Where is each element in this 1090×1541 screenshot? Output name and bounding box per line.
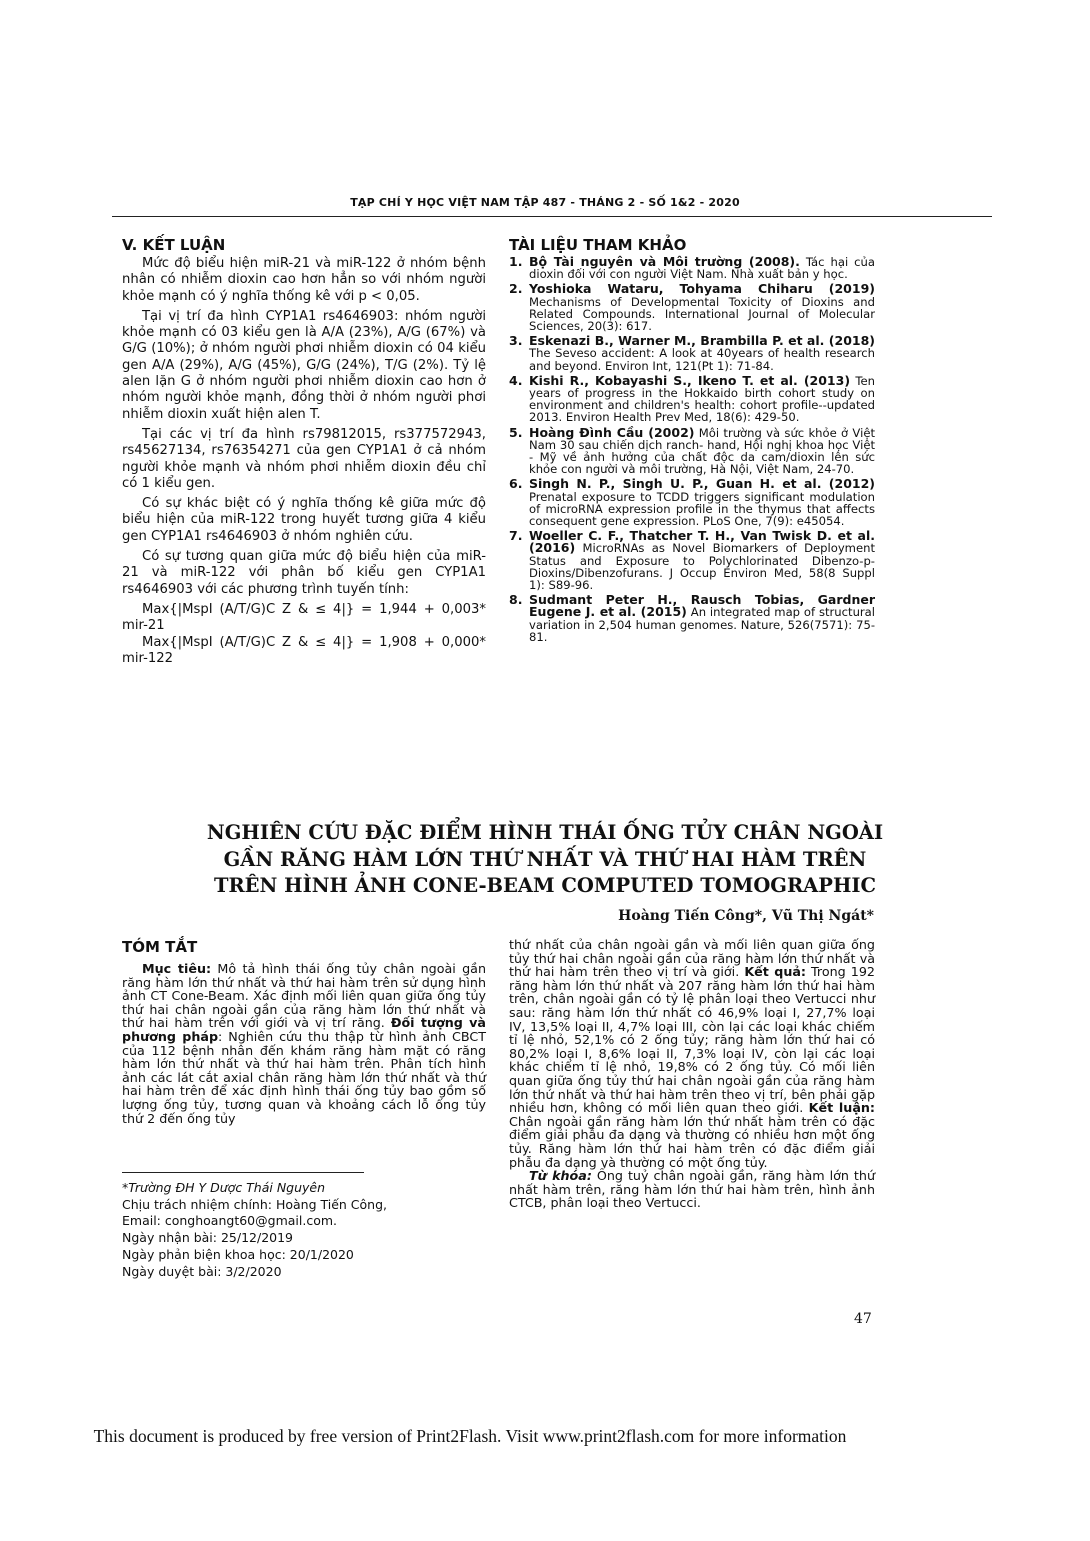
reference-authors: Hoàng Đình Cầu (2002) <box>529 424 695 440</box>
conclusion-heading: V. KẾT LUẬN <box>122 236 226 254</box>
reference-text: Mechanisms of Developmental Toxicity of Dioxins and Related Compounds. International Journal of Molecular Sciences, 20(3): 617. <box>529 294 875 334</box>
references-heading: TÀI LIỆU THAM KHẢO <box>509 236 687 254</box>
reference-number: 1. <box>509 254 523 269</box>
conclusion-paragraph: Có sự khác biệt có ý nghĩa thống kê giữa mức độ biểu hiện của miR-122 trong huyết tương giữa 4 kiểu gen CYP1A1 rs4646903 ở nhóm nghiên cứu. <box>122 496 486 544</box>
journal-header: TẠP CHÍ Y HỌC VIỆT NAM TẬP 487 - THÁNG 2 - SỐ 1&2 - 2020 <box>350 196 740 209</box>
reference-text: Prenatal exposure to TCDD triggers significant modulation of microRNA expression profile in the thymus that affects consequent gene expression. PLoS One, 7(9): e45054. <box>529 489 875 529</box>
objective-text: Mô tả hình thái ống tủy chân ngoài gần răng hàm lớn thứ nhất và thứ hai hàm trên sử dụng hình ảnh CT Cone-Beam. Xác định mối liên quan giữa ống tủy thứ hai chân ngoài gần của răng hàm lớn thứ nhất và thứ hai hàm trên với giới và vị trí răng. <box>122 961 486 1031</box>
abstract-conclusion-label: Kết luận: <box>808 1100 875 1116</box>
results-text: Trong 192 răng hàm lớn thứ nhất và 207 răng hàm lớn thứ hai hàm trên, chân ngoài gần có tỷ lệ phân loại theo Vertucci như sau: răng hàm lớn thứ nhất có 46,9% loại I, 27,7% loại IV, 13,5% loại II, 4,7% loại III, còn lại các loại khác chiếm tỉ lệ nhỏ, 52,1% có 2 ống tủy; răng hàm lớn thứ hai có 80,2% loại I, 8,6% loại II, 7,3% loại IV, còn lại các loại khác chiếm tỉ lệ nhỏ, 19,8% có 2 ống tủy. Có mối liên quan giữa ống tủy thứ hai chân ngoài gần của răng hàm lớn thứ nhất và thứ hai hàm trên theo vị trí, bên phải gặp nhiều hơn, không có mối liên quan theo giới. <box>509 964 875 1116</box>
equation-mir122: Max{|MspI (A/T/G)C Z & ≤ 4|} = 1,908 + 0,000* mir-122 <box>122 634 486 666</box>
conclusion-paragraph: Mức độ biểu hiện miR-21 và miR-122 ở nhóm bệnh nhân có nhiễm dioxin cao hơn hẳn so với nhóm người khỏe mạnh có ý nghĩa thống kê với p < 0,05. <box>122 256 486 304</box>
methods-text: : Nghiên cứu thu thập từ hình ảnh CBCT của 112 bệnh nhân đến khám răng hàm mặt có răng hàm lớn thứ nhất và thứ hai hàm trên. Phân tích hình ảnh các lát cắt axial chân răng hàm lớn thứ nhất và thứ hai hàm trên để xác định hình thái ống tủy bao gồm số lượng ống tủy, tương quan và khoảng cách lỗ ống tủy thứ 2 đến ống tủy <box>122 1028 486 1126</box>
reference-text: The Seveso accident: A look at 40years of health research and beyond. Environ Int, 121(Pt 1): 71-84. <box>529 346 875 373</box>
reference-number: 6. <box>509 476 523 492</box>
reference-text: Tác hại của dioxin đối với con người Việt Nam. Nhà xuất bản y học. <box>529 255 875 282</box>
conclusion-section <box>122 236 486 667</box>
article-title <box>0 820 1090 900</box>
abstract-conclusion-text: Chân ngoài gần răng hàm lớn thứ nhất hàm trên có đặc điểm giải phẫu đa dạng và thường có nhiều hơn một ống tủy. Răng hàm lớn thứ hai hàm trên có đặc điểm giải phẫu đa dạng và thường có một ống tủy. <box>509 1113 875 1170</box>
reference-item <box>509 335 875 372</box>
page-number: 47 <box>854 1311 872 1327</box>
header-divider <box>112 216 992 217</box>
approval-date: Ngày duyệt bài: 3/2/2020 <box>122 1263 282 1279</box>
review-date: Ngày phản biện khoa học: 20/1/2020 <box>122 1246 354 1262</box>
reference-text: MicroRNAs as Novel Biomarkers of Deployment Status and Exposure to Polychlorinated Dibenzo-p-Dioxins/Dibenzofurans. J Occup Environ Med, 58(8 Suppl 1): S89-96. <box>529 541 875 593</box>
article-title-line: NGHIÊN CỨU ĐẶC ĐIỂM HÌNH THÁI ỐNG TỦY CHÂN NGOÀI <box>206 821 884 844</box>
abstract-left-column <box>122 938 486 1125</box>
abstract-paragraph <box>509 938 875 1169</box>
reference-authors: Eskenazi B., Warner M., Brambilla P. et al. (2018) <box>529 333 875 349</box>
methods-label: Đối tượng và phương pháp <box>122 1015 486 1044</box>
reference-number: 4. <box>509 372 523 388</box>
methods-continued-text: thứ nhất của chân ngoài gần và mối liên quan giữa ống tủy thứ hai chân ngoài gần của răng hàm lớn thứ nhất và thứ hai hàm trên theo vị trí và giới. <box>509 937 875 980</box>
reference-authors: Bộ Tài nguyên và Môi trường (2008). <box>529 254 800 269</box>
abstract-paragraph <box>122 962 486 1125</box>
affiliation: *Trường ĐH Y Dược Thái Nguyên <box>122 1180 326 1195</box>
conclusion-paragraph: Có sự tương quan giữa mức độ biểu hiện của miR-21 và miR-122 với phân bố kiểu gen CYP1A1 rs4646903 với các phương trình tuyến tính: <box>122 549 486 597</box>
reference-item <box>509 424 876 477</box>
conclusion-paragraph: Tại các vị trí đa hình rs79812015, rs377572943, rs45627134, rs76354271 của gen CYP1A1 ở cả nhóm người khỏe mạnh và nhóm phơi nhiễm dioxin đều chỉ có 1 kiểu gen. <box>122 426 486 491</box>
reference-authors: Yoshioka Wataru, Tohyama Chiharu (2019) <box>529 281 875 297</box>
received-date: Ngày nhận bài: 25/12/2019 <box>122 1230 294 1246</box>
abstract-heading: TÓM TẮT <box>122 938 198 956</box>
footnote-divider <box>122 1172 364 1173</box>
article-title-line: GẦN RĂNG HÀM LỚN THỨ NHẤT VÀ THỨ HAI HÀM TRÊN <box>223 847 867 871</box>
keywords-text: Ống tuỷ chân ngoài gần, răng hàm lớn thứ nhất hàm trên, răng hàm lớn thứ hai hàm trên, hình ảnh CTCB, phân loại theo Vertucci. <box>509 1168 875 1211</box>
abstract-right-column <box>509 938 875 1210</box>
reference-number: 3. <box>509 333 523 349</box>
reference-number: 7. <box>509 528 523 544</box>
reference-text: Môi trường và sức khỏe ở Việt Nam 30 sau chiến dịch ranch- hand, Hội nghị khoa học Việt - Mỹ về ảnh hưởng của chất độc da cam/dioxin lên sức khỏe con người và môi trường, Hà Nội, Việt Nam, 24-70. <box>529 425 876 477</box>
reference-item <box>509 256 875 280</box>
reference-authors: Singh N. P., Singh U. P., Guan H. et al. (2012) <box>529 476 875 492</box>
keywords-paragraph <box>509 1169 875 1210</box>
print2flash-watermark: This document is produced by free version of Print2Flash. Visit www.print2flash.com for more information <box>93 1426 847 1446</box>
reference-number: 8. <box>509 592 523 608</box>
reference-item <box>509 594 875 643</box>
reference-item <box>509 372 875 425</box>
equation-mir21: Max{|MspI (A/T/G)C Z & ≤ 4|} = 1,944 + 0,003* mir-21 <box>122 601 486 634</box>
results-label: Kết quả: <box>744 964 806 980</box>
reference-authors: Woeller C. F., Thatcher T. H., Van Twisk D. et al. (2016) <box>529 528 875 556</box>
reference-text: An integrated map of structural variation in 2,504 human genomes. Nature, 526(7571): 75-81. <box>529 605 876 644</box>
responsible-author: Chịu trách nhiệm chính: Hoàng Tiến Công, <box>122 1196 387 1212</box>
reference-item <box>509 283 875 332</box>
reference-item <box>509 530 875 591</box>
footnotes <box>122 1180 486 1280</box>
objective-label: Mục tiêu: <box>142 961 212 976</box>
author-email: Email: conghoangt60@gmail.com. <box>122 1213 337 1229</box>
article-authors: Hoàng Tiến Công*, Vũ Thị Ngát* <box>618 908 874 924</box>
reference-list <box>509 256 875 643</box>
conclusion-paragraph: Tại vị trí đa hình CYP1A1 rs4646903: nhóm người khỏe mạnh có 03 kiểu gen là A/A (23%), A/G (67%) và G/G (10%); ở nhóm người phơi nhiễm dioxin có 04 kiểu gen A/A (29%), A/G (45%), G/G (24%), T/G (2%). Tỷ lệ alen lặn G ở nhóm người phơi nhiễm dioxin cao hơn ở nhóm người khỏe mạnh, đồng thời ở nhóm người phơi nhiễm dioxin xuất hiện alen T. <box>122 308 486 422</box>
article-title-line: TRÊN HÌNH ẢNH CONE-BEAM COMPUTED TOMOGRAPHIC <box>213 874 877 897</box>
keywords-label: Từ khóa: <box>529 1168 592 1184</box>
reference-number: 2. <box>509 281 523 297</box>
reference-text: Ten years of progress in the Hokkaido birth cohort study on environment and children's health: cohort profile--updated 2013. Environ Health Prev Med, 18(6): 429-50. <box>529 373 875 425</box>
reference-authors: Sudmant Peter H., Rausch Tobias, Gardner Eugene J. et al. (2015) <box>529 592 875 620</box>
reference-number: 5. <box>509 424 523 440</box>
reference-authors: Kishi R., Kobayashi S., Ikeno T. et al. (2013) <box>529 372 851 388</box>
references-section <box>509 236 875 646</box>
reference-item <box>509 478 875 527</box>
